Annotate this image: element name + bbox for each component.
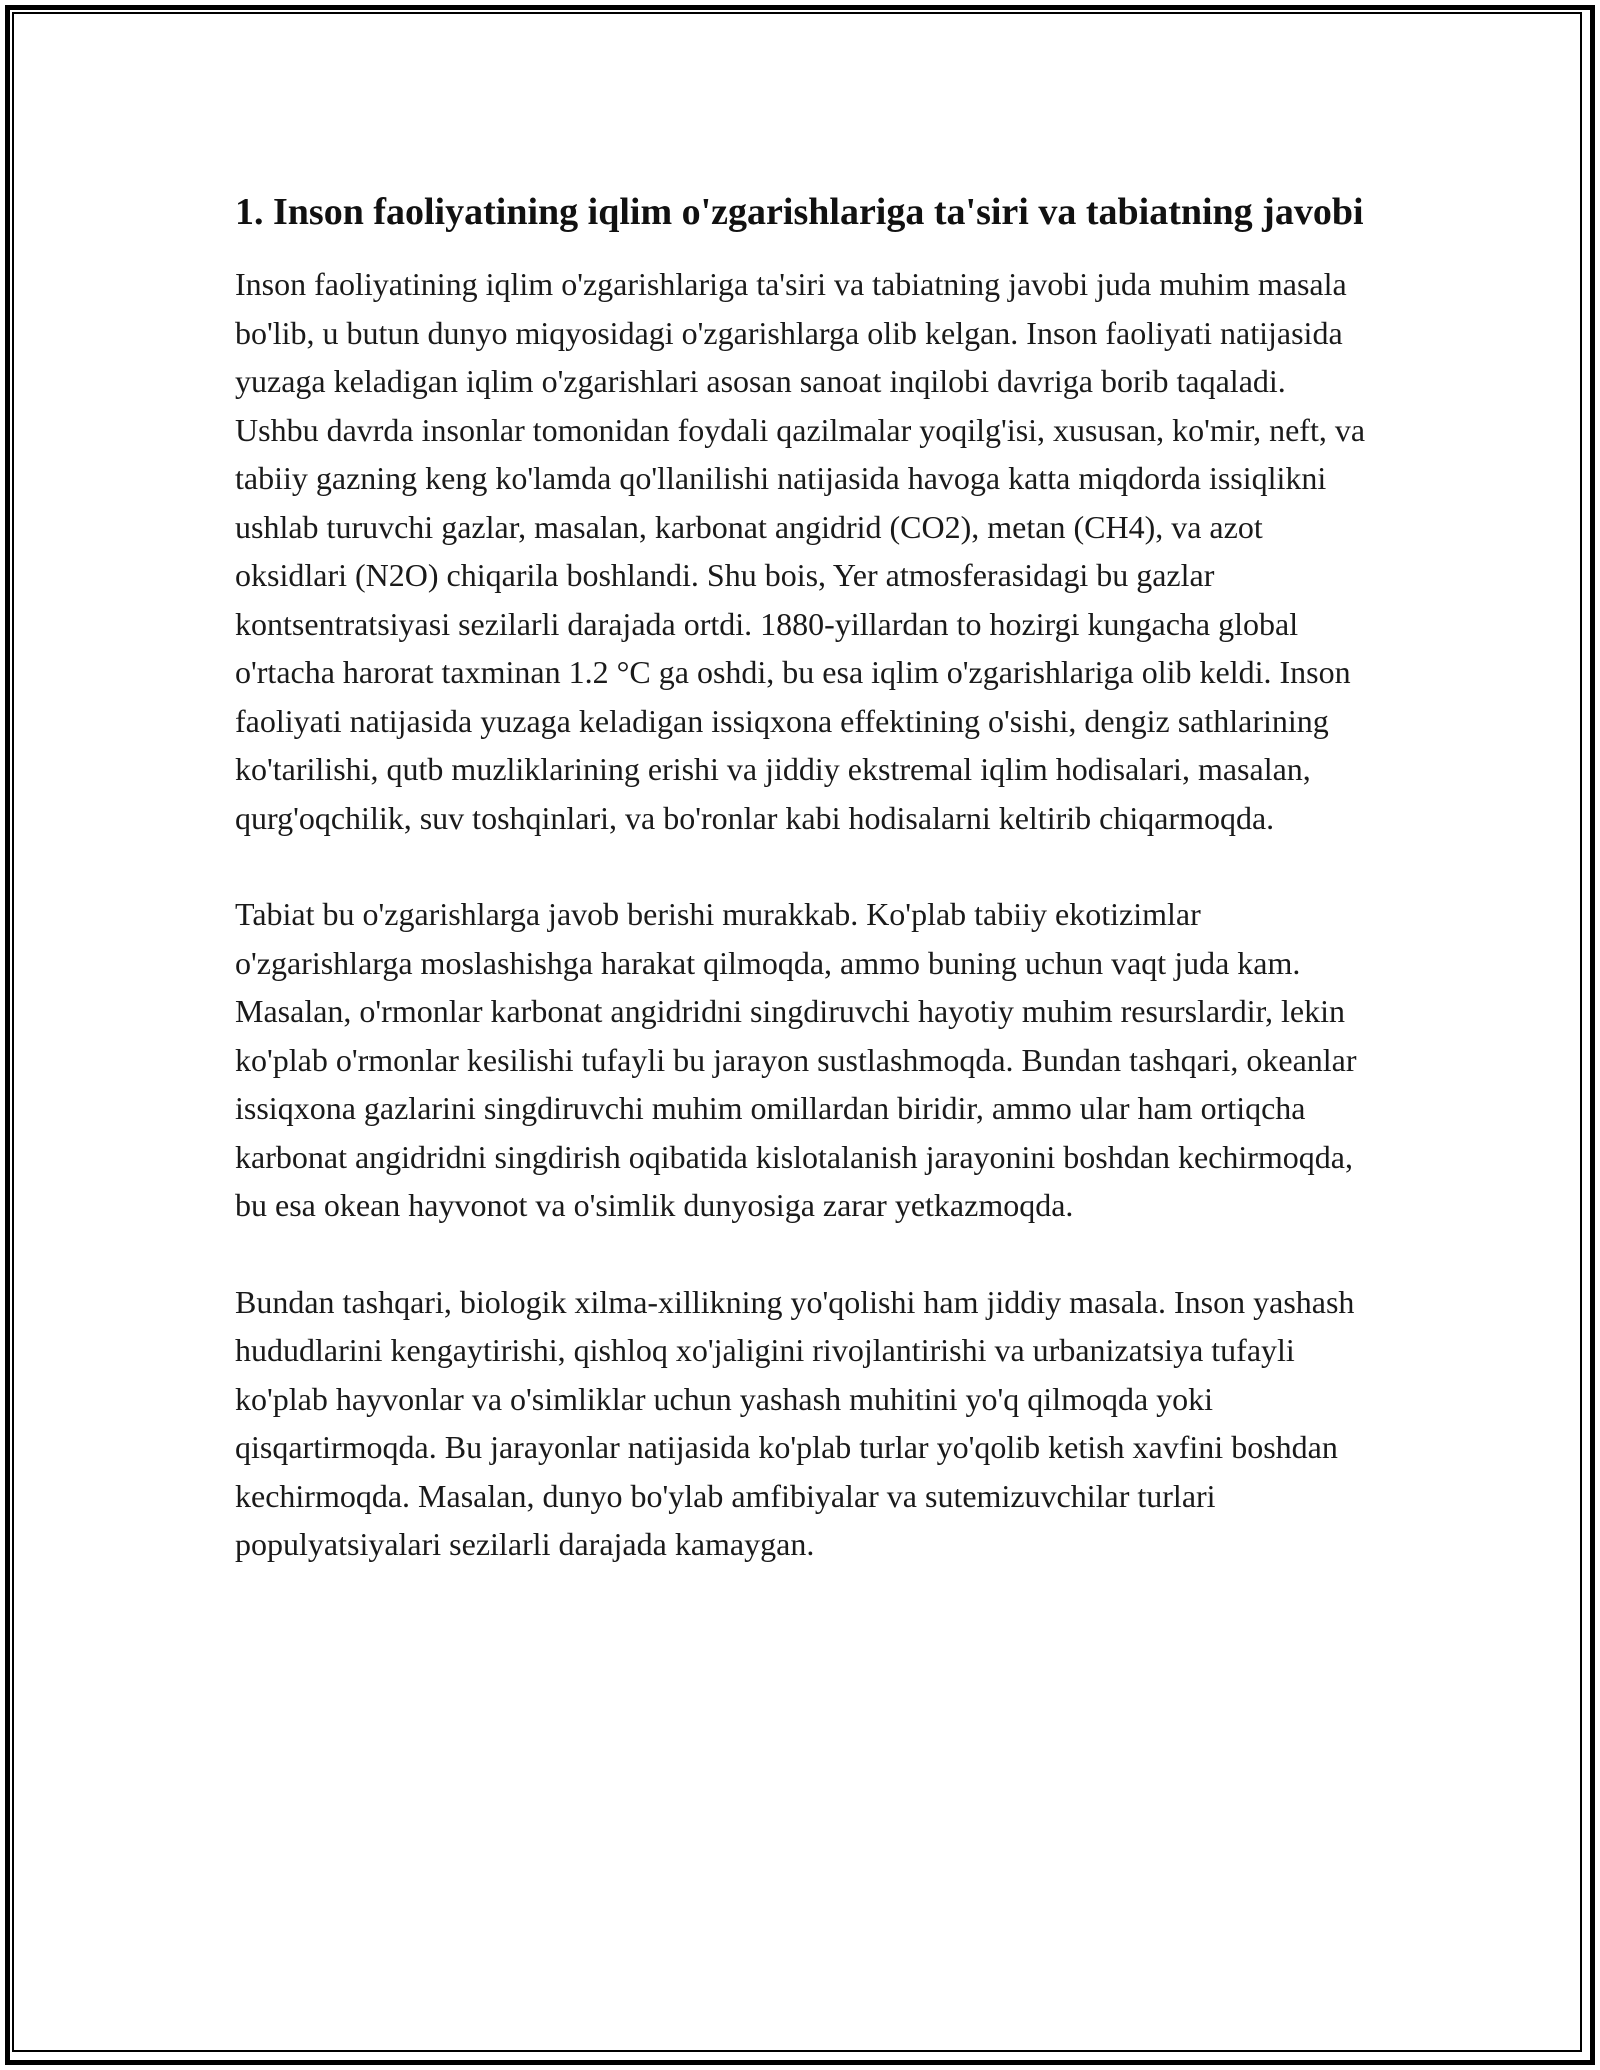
- paragraph-2: Tabiat bu o'zgarishlarga javob berishi murakkab. Ko'plab tabiiy ekotizimlar o'zgarishlarga moslashishga harakat qilmoqda, ammo buning uchun vaqt juda kam. Masalan, o'rmonlar karbonat angidridni singdiruvchi hayotiy muhim resurslardir, lekin ko'plab o'rmonlar kesilishi tufayli bu jarayon sustlashmoqda. Bundan tashqari, okeanlar issiqxona gazlarini singdiruvchi muhim omillardan biridir, ammo ular ham ortiqcha karbonat angidridni singdirish oqibatida kislotalanish jarayonini boshdan kechirmoqda, bu esa okean hayvonot va o'simlik dunyosiga zarar yetkazmoqda.: [235, 896, 1357, 1223]
- paragraph-1: Inson faoliyatining iqlim o'zgarishlariga ta'siri va tabiatning javobi juda muhim masala bo'lib, u butun dunyo miqyosidagi o'zgarishlarga olib kelgan. Inson faoliyati natijasida yuzaga keladigan iqlim o'zgarishlari asosan sanoat inqilobi davriga borib taqaladi. Ushbu davrda insonlar tomonidan foydali qazilmalar yoqilg'isi, xususan, ko'mir, neft, va tabiiy gazning keng ko'lamda qo'llanilishi natijasida havoga katta miqdorda issiqlikni ushlab turuvchi gazlar, masalan, karbonat angidrid (CO2), metan (CH4), va azot oksidlari (N2O) chiqarila boshlandi. Shu bois, Yer atmosferasidagi bu gazlar kontsentratsiyasi sezilarli darajada ortdi. 1880-yillardan to hozirgi kungacha global o'rtacha harorat taxminan 1.2 °C ga oshdi, bu esa iqlim o'zgarishlariga olib keldi. Inson faoliyati natijasida yuzaga keladigan issiqxona effektining o'sishi, dengiz sathlarining ko'tarilishi, qutb muzliklarining erishi va jiddiy ekstremal iqlim hodisalari, masalan, qurg'oqchilik, suv toshqinlari, va bo'ronlar kabi hodisalarni keltirib chiqarmoqda.: [235, 266, 1366, 836]
- document-body: [235, 185, 1370, 1617]
- section-heading: 1. Inson faoliyatining iqlim o'zgarishlariga ta'siri va tabiatning javobi: [235, 191, 1364, 233]
- paragraph-3: Bundan tashqari, biologik xilma-xillikning yo'qolishi ham jiddiy masala. Inson yashash hududlarini kengaytirishi, qishloq xo'jaligini rivojlantirishi va urbanizatsiya tufayli ko'plab hayvonlar va o'simliklar uchun yashash muhitini yo'q qilmoqda yoki qisqartirmoqda. Bu jarayonlar natijasida ko'plab turlar yo'qolib ketish xavfini boshdan kechirmoqda. Masalan, dunyo bo'ylab amfibiyalar va sutemizuvchilar turlari populyatsiyalari sezilarli darajada kamaygan.: [235, 1283, 1355, 1562]
